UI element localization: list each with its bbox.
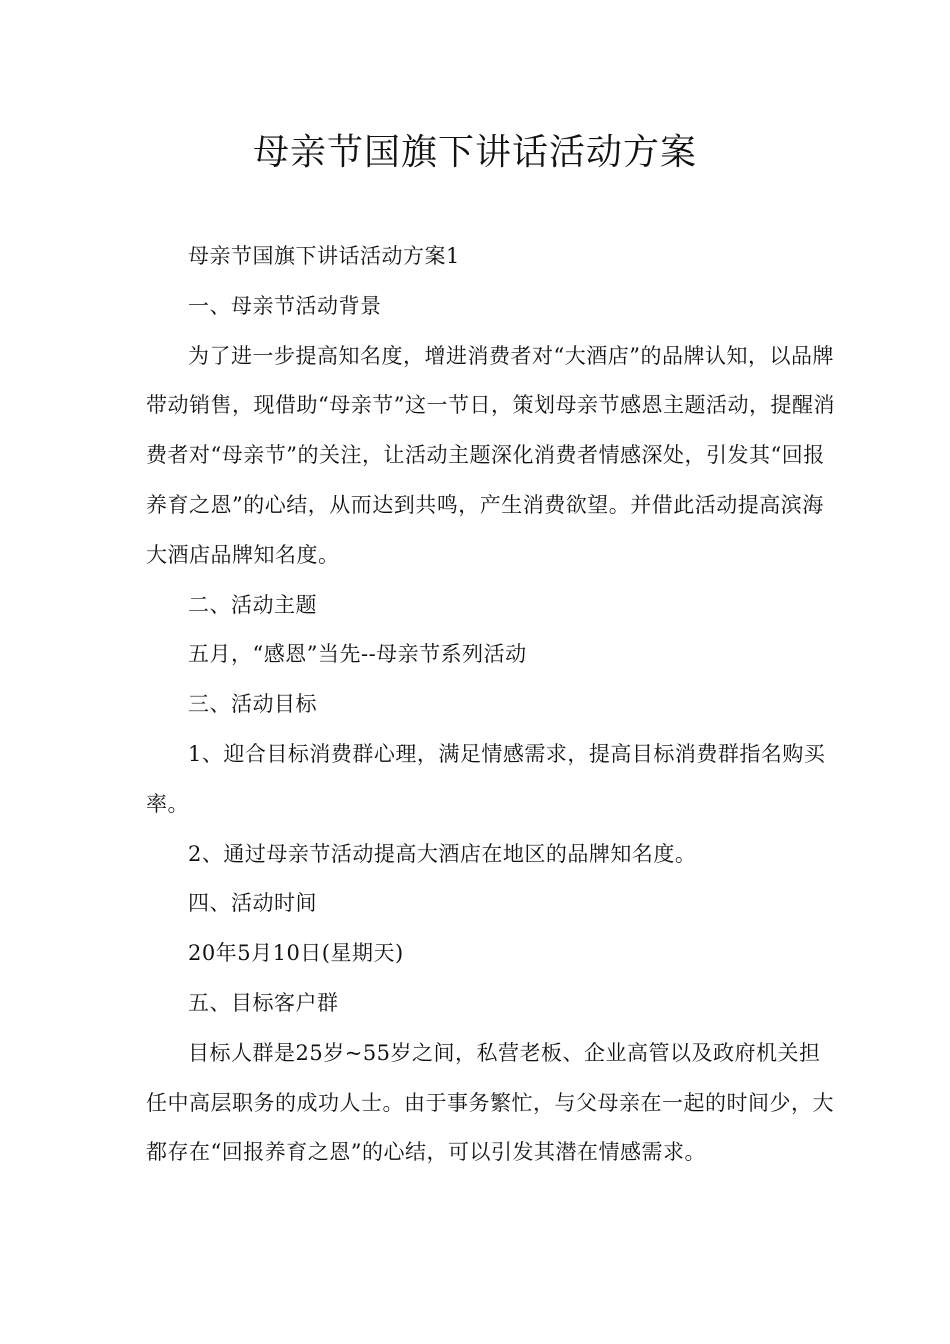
section-heading-time: 四、活动时间 [188, 891, 317, 916]
section-heading-background: 一、母亲节活动背景 [188, 293, 382, 318]
section-heading-goals: 三、活动目标 [188, 692, 317, 717]
section-heading-theme: 二、活动主题 [188, 592, 317, 617]
section-heading-audience: 五、目标客户群 [188, 990, 339, 1015]
goal-paragraph-2: 2、通过母亲节活动提高大酒店在地区的品牌知名度。 [188, 841, 697, 866]
audience-paragraph: 目标人群是25岁~55岁之间，私营老板、企业高管以及政府机关担任中高层职务的成功人士。由于事务繁忙，与父母亲在一起的时间少，大都存在“回报养育之恩”的心结，可以引发其潜在情感需求。 [146, 1040, 834, 1165]
goal-paragraph-1: 1、迎合目标消费群心理，满足情感需求，提高目标消费群指名购买率。 [146, 741, 826, 816]
document-body [146, 232, 836, 1178]
document-title: 母亲节国旗下讲话活动方案 [252, 132, 697, 173]
subtitle-paragraph: 母亲节国旗下讲话活动方案1 [188, 244, 460, 268]
time-paragraph: 20年5月10日(星期天) [188, 941, 404, 966]
background-paragraph: 为了进一步提高知名度，增进消费者对“大酒店”的品牌认知，以品牌带动销售，现借助“母亲节”这一节日，策划母亲节感恩主题活动，提醒消费者对“母亲节”的关注，让活动主题深化消费者情感深处，引发其“回报养育之恩”的心结，从而达到共鸣，产生消费欲望。并借此活动提高滨海大酒店品牌知名度。 [146, 343, 835, 567]
theme-paragraph: 五月，“感恩”当先--母亲节系列活动 [188, 642, 527, 667]
